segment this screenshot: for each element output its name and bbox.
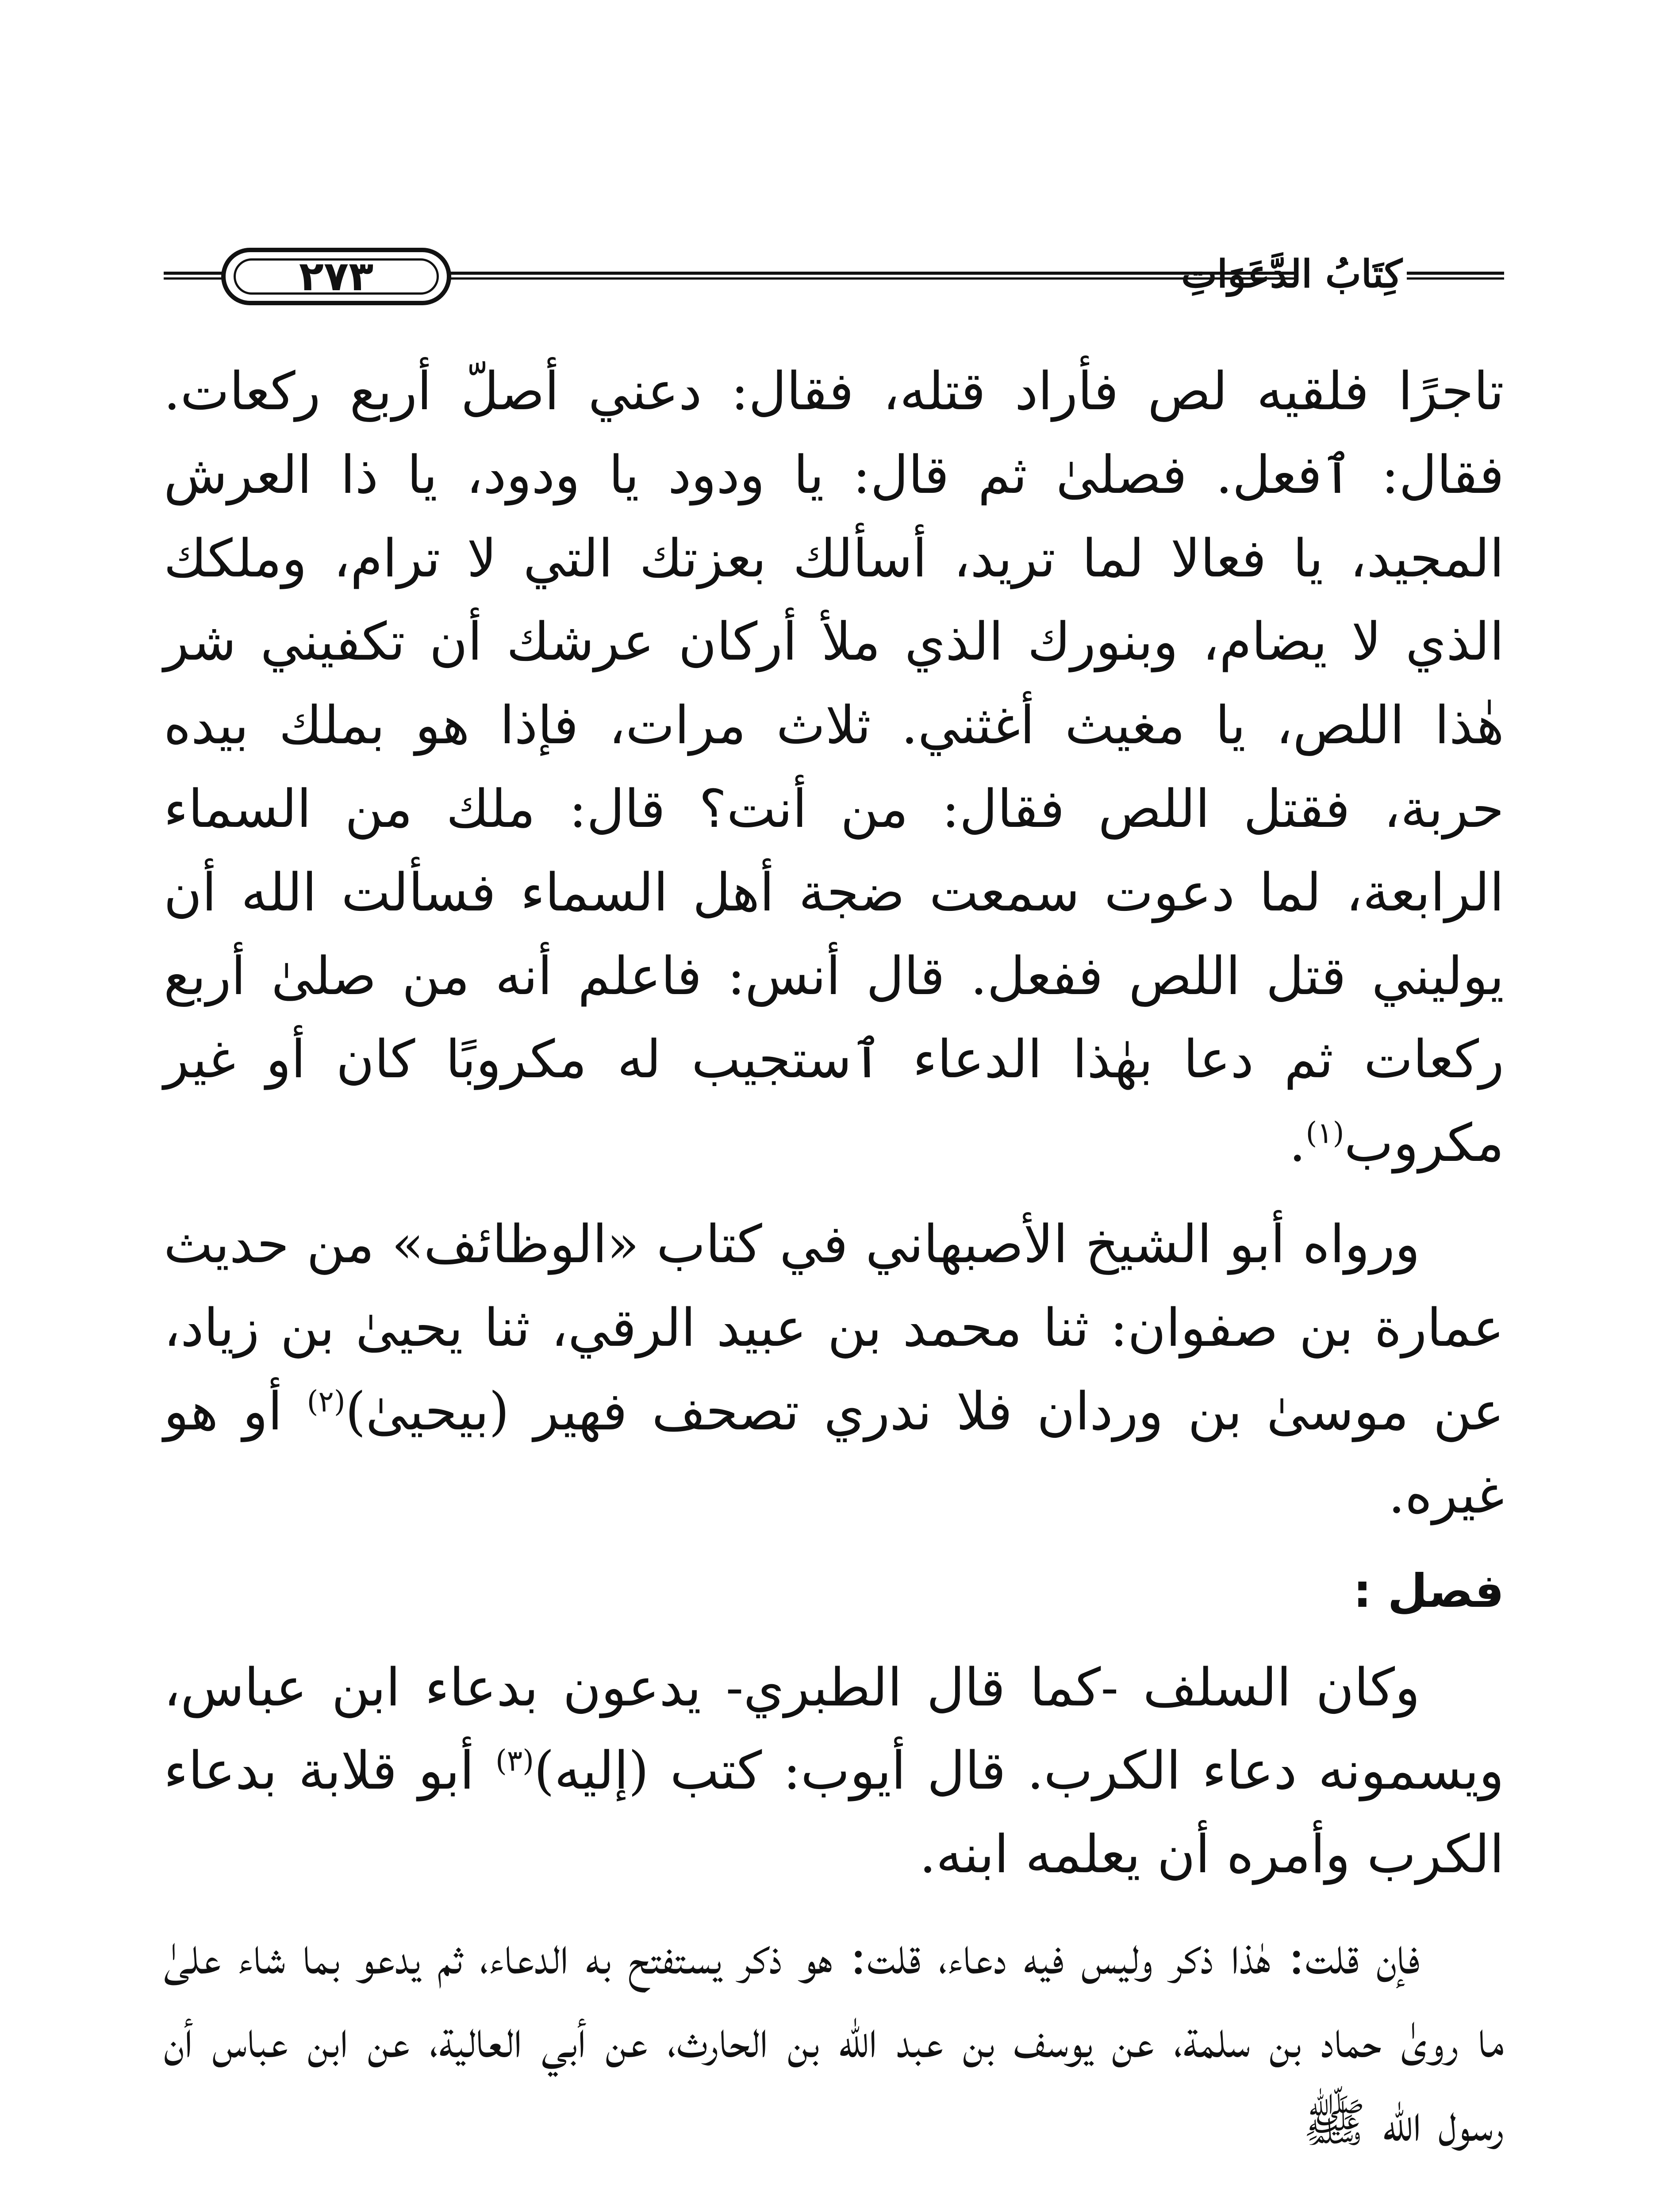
paragraph-1-text: تاجرًا فلقيه لص فأراد قتله، فقال: دعني أصلّ أربع ركعات. فقال: ٱفعل. فصلىٰ ثم قال: يا ودود يا ودود، يا ذا العرش المجيد، يا فعالا لما تريد، أسألك بعزتك التي لا ترام، وملكك الذي لا يضام، وبنورك الذي ملأ أركان عرشك أن تكفيني شر هٰذا اللص، يا مغيث أغثني. ثلاث مرات، فإذا هو بملك بيده حربة، فقتل اللص فقال: من أنت؟ قال: ملك من السماء الرابعة، لما دعوت سمعت ضجة أهل السماء فسألت الله أن يوليني قتل اللص ففعل. قال أنس: فاعلم أنه من صلىٰ أربع ركعات ثم دعا بهٰذا الدعاء ٱستجيب له مكروبًا كان أو غير مكروب bbox=[164, 361, 1504, 1174]
page-number-frame bbox=[221, 248, 451, 305]
paragraph-1 bbox=[164, 349, 1504, 1185]
paragraph-1-tail: . bbox=[1289, 1112, 1306, 1174]
header-rule-left bbox=[164, 272, 226, 280]
section-heading: فصل : bbox=[1353, 1564, 1504, 1618]
paragraph-2 bbox=[164, 1202, 1504, 1536]
footnote-ref-2: (٢) bbox=[307, 1384, 346, 1419]
main-text bbox=[164, 349, 1504, 2182]
page-header bbox=[164, 239, 1504, 310]
paragraph-3 bbox=[164, 1646, 1504, 1896]
paragraph-2-text: ورواه أبو الشيخ الأصبهاني في كتاب «الوظائف» من حديث عمارة بن صفوان: ثنا محمد بن عبيد الرقي، ثنا يحيىٰ بن زياد، عن موسىٰ بن وردان فلا ندري تصحف فهير (بيحيىٰ) bbox=[164, 1213, 1504, 1442]
paragraph-2-tail: أو هو غيره. bbox=[164, 1380, 1504, 1525]
header-rule-right bbox=[1407, 272, 1504, 280]
paragraph-3-text: وكان السلف -كما قال الطبري- يدعون بدعاء ابن عباس، ويسمونه دعاء الكرب. قال أيوب: كتب (إليه) bbox=[164, 1656, 1504, 1801]
footnote-ref-3: (٣) bbox=[495, 1744, 534, 1778]
page-number: ٢٧٣ bbox=[299, 253, 374, 300]
header-rule-middle bbox=[447, 272, 1296, 280]
footnote-ref-1: (١) bbox=[1305, 1116, 1344, 1150]
book-title: كِتَابُ الدَّعَوَاتِ bbox=[1181, 252, 1402, 296]
paragraph-4 bbox=[164, 1914, 1504, 2164]
paragraph-4-text: فإن قلت: هٰذا ذكر وليس فيه دعاء، قلت: هو ذكر يستفتح به الدعاء، ثم يدعو بما شاء علىٰ ما روىٰ حماد بن سلمة، عن يوسف بن عبد الله بن الحارث، عن أبي العالية، عن ابن عباس أن رسول الله ﷺ bbox=[164, 1924, 1504, 2153]
paragraph-3-tail: أبو قلابة بدعاء الكرب وأمره أن يعلمه ابنه. bbox=[164, 1740, 1504, 1885]
